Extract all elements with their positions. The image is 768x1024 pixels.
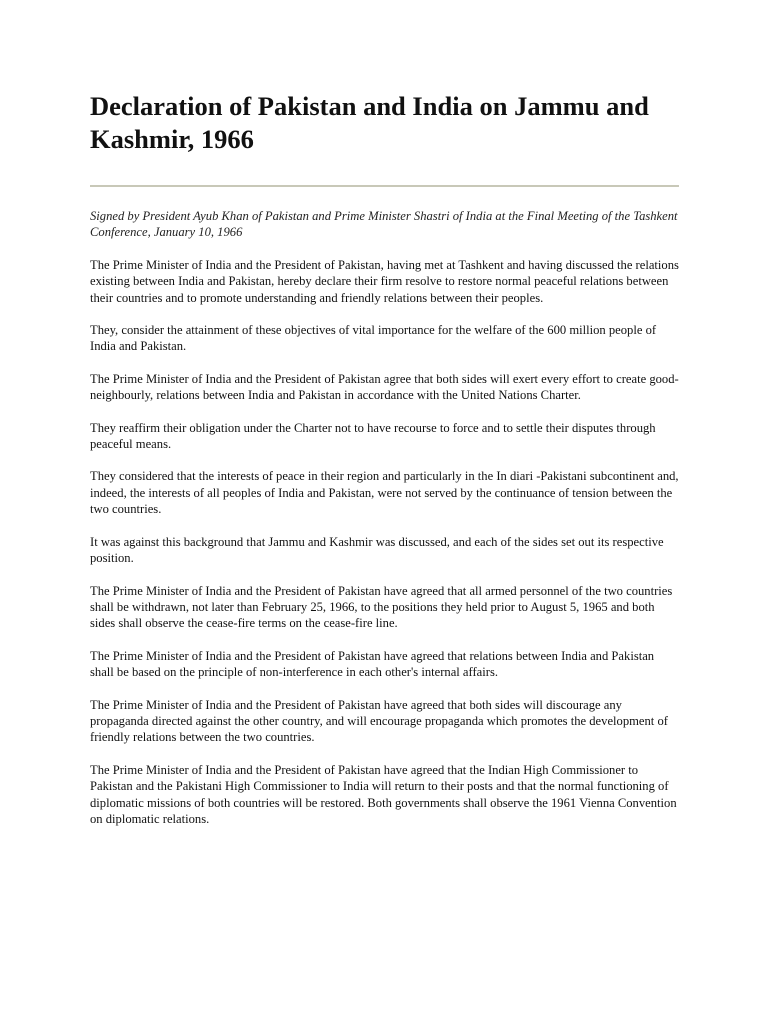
paragraph-7: The Prime Minister of India and the President of Pakistan have agreed that all armed personnel of the two countries shall be withdrawn, not later than February 25, 1966, to the positions they held prior to August 5, 1965 and both sides shall observe the cease-fire terms on the cease-fire line. [90, 583, 673, 631]
page-title: Declaration of Pakistan and India on Jammu and Kashmir, 1966 [90, 91, 649, 154]
paragraph-3: The Prime Minister of India and the President of Pakistan agree that both sides will exert every effort to create good-neighbourly, relations between India and Pakistan in accordance with the United Nations Charter. [90, 371, 679, 403]
paragraph-2: They, consider the attainment of these objectives of vital importance for the welfare of the 600 million people of India and Pakistan. [90, 323, 657, 354]
paragraph-5: They considered that the interests of peace in their region and particularly in the In diari -Pakistani subcontinent and, indeed, the interests of all peoples of India and Pakistan, were not served by the continuance of tension between the two countries. [90, 469, 679, 517]
title-divider [90, 185, 679, 187]
paragraph-6: It was against this background that Jammu and Kashmir was discussed, and each of the sides set out its respective position. [90, 534, 664, 566]
paragraph-8: The Prime Minister of India and the President of Pakistan have agreed that relations between India and Pakistan shall be based on the principle of non-interference in each other's internal affairs. [90, 648, 655, 680]
paragraph-9: The Prime Minister of India and the President of Pakistan have agreed that both sides will discourage any propaganda directed against the other country, and will encourage propaganda which promotes the development of friendly relations between the two countries. [90, 697, 668, 745]
paragraph-10: The Prime Minister of India and the President of Pakistan have agreed that the Indian High Commissioner to Pakistan and the Pakistani High Commissioner to India will return to their posts and that the normal functioning of diplomatic missions of both countries will be restored. Both governments shall observe the 1961 Vienna Convention on diplomatic relations. [90, 762, 677, 826]
paragraph-1: The Prime Minister of India and the President of Pakistan, having met at Tashkent and having discussed the relations existing between India and Pakistan, hereby declare their firm resolve to restore normal peaceful relations between their countries and to promote understanding and friendly relations between their peoples. [90, 257, 679, 305]
paragraph-4: They reaffirm their obligation under the Charter not to have recourse to force and to settle their disputes through peaceful means. [90, 420, 656, 452]
document-subtitle: Signed by President Ayub Khan of Pakistan and Prime Minister Shastri of India at the Final Meeting of the Tashkent Conference, January 10, 1966 [90, 209, 678, 240]
document-page [90, 90, 680, 827]
